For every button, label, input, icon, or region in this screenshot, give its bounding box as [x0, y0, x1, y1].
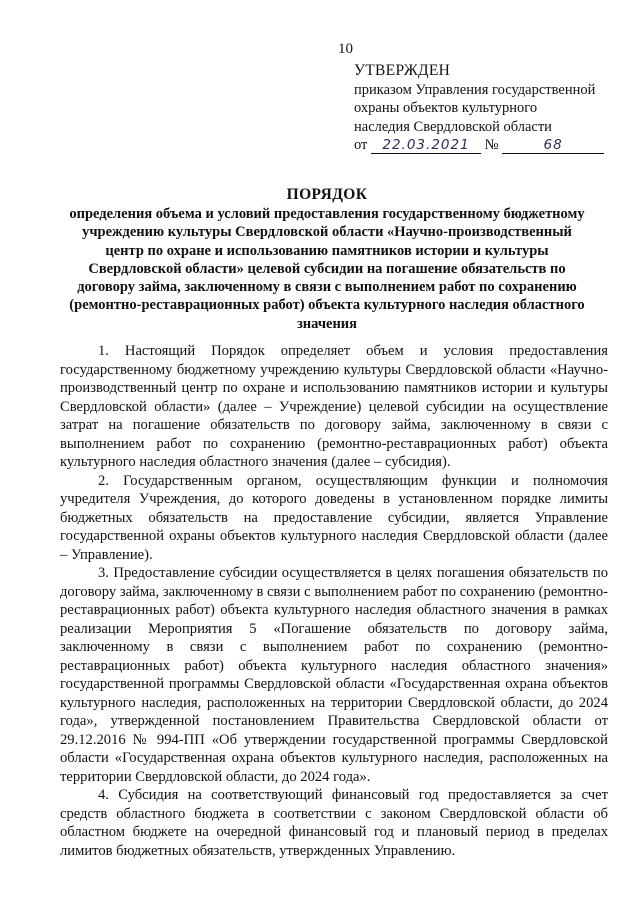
paragraph-4: 4. Субсидия на соответствующий финансовый год предоставляется за счет средств областного бюджета в соответствии с законом Свердловской области об областном бюджете на очередной финансовый год и плановый период в пределах лимитов бюджетных обязательств, утвержденных Управлению.: [60, 787, 608, 859]
approval-block: [354, 62, 624, 155]
approval-line: наследия Свердловской области: [354, 118, 552, 135]
paragraph-3: 3. Предоставление субсидии осуществляется в целях погашения обязательств по договору займа, заключенному в связи с выполнением работ по сохранению (ремонтно-реставрационных работ) объекта культурного наследия областного значения в рамках реализации Мероприятия 5 «Погашение обязательств по договору займа, заключенному в связи с выполнением работ по сохранению (ремонтно-реставрационных работ) объекта культурного наследия областного значения» государственной программы Свердловской области «Государственная охрана объектов культурного наследия, расположенных на территории Свердловской области, до 2024 года», утвержденной постановлением Правительства Свердловской области от 29.12.2016 № 994-ПП «Об утверждении государственной программы Свердловской области «Государственная охрана объектов культурного наследия, расположенных на территории Свердловской области, до 2024 года».: [60, 565, 608, 785]
page-number: 10: [338, 41, 353, 57]
date-prefix: от: [354, 137, 368, 153]
approval-line: приказом Управления государственной: [354, 81, 596, 98]
document-body: [60, 342, 608, 860]
approved-label: УТВЕРЖДЕН: [354, 62, 451, 79]
paragraph-2: 2. Государственным органом, осуществляющим функции и полномочия учредителя Учреждения, до которого доведены в установленном порядке лимиты бюджетных обязательств на предоставление субсидии, является Управление государственной охраны объектов культурного наследия Свердловской области (далее – Управление).: [60, 472, 608, 563]
number-prefix: №: [484, 137, 499, 153]
approval-line: охраны объектов культурного: [354, 100, 538, 116]
document-title: ПОРЯДОК: [286, 186, 368, 203]
approval-date-line: [354, 136, 624, 155]
document-subtitle: определения объема и условий предоставления государственному бюджетному учреждению культуры Свердловской области «Научно-производственный центр по охране и использованию памятников истории и культуры Свердловской области» целевой субсидии на погашение обязательств по договору займа, заключенному в связи с выполнением работ по сохранению (ремонтно-реставрационных работ) объекта культурного наследия областного значения: [69, 206, 585, 332]
handwritten-number: 68: [502, 137, 604, 154]
document-title-block: [62, 185, 592, 333]
handwritten-date: 22.03.2021: [371, 137, 481, 154]
paragraph-1: 1. Настоящий Порядок определяет объем и условия предоставления государственному бюджетному учреждению культуры Свердловской области «Научно-производственный центр по охране и использованию памятников истории и культуры Свердловской области» (далее – Учреждение) целевой субсидии на осуществление затрат на погашение обязательств по договору займа, заключенному в связи с выполнением работ по сохранению (ремонтно-реставрационных работ) объекта культурного наследия областного значения (далее – субсидия).: [60, 343, 608, 470]
